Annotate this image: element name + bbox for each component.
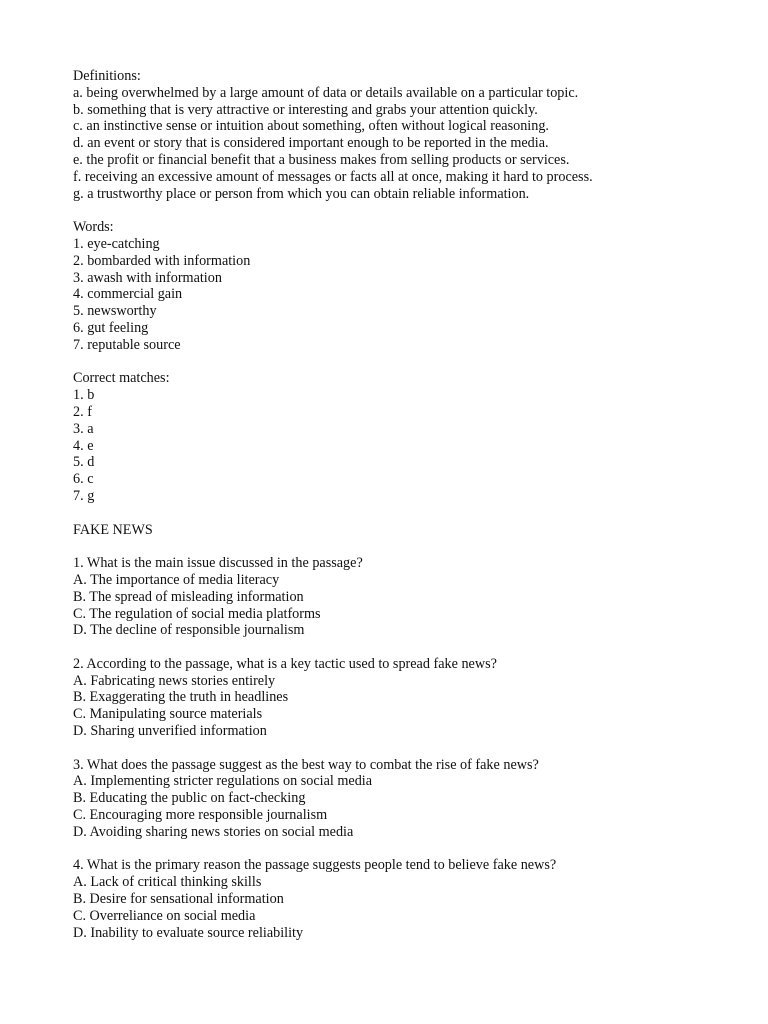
question-text: 1. What is the main issue discussed in the passage? xyxy=(73,555,363,572)
answer-option: B. Exaggerating the truth in headlines xyxy=(73,689,289,706)
spacer xyxy=(73,841,733,858)
match-item: 7. g xyxy=(73,487,95,504)
word-item: 5. newsworthy xyxy=(73,303,157,320)
words-heading: Words: xyxy=(73,219,114,236)
definition-item: e. the profit or financial benefit that a business makes from selling products or services. xyxy=(73,151,570,168)
word-item: 4. commercial gain xyxy=(73,286,183,303)
definition-item: a. being overwhelmed by a large amount of data or details available on a particular topic. xyxy=(73,84,579,101)
match-item: 2. f xyxy=(73,403,92,420)
word-item: 2. bombarded with information xyxy=(73,252,251,269)
definitions-heading: Definitions: xyxy=(73,68,141,84)
answer-option: D. Inability to evaluate source reliability xyxy=(73,924,304,941)
spacer xyxy=(73,639,733,656)
match-item: 5. d xyxy=(73,454,95,471)
match-item: 1. b xyxy=(73,387,95,404)
answer-option: B. The spread of misleading information xyxy=(73,588,304,605)
document-page xyxy=(73,68,733,941)
answer-option: C. Overreliance on social media xyxy=(73,907,256,924)
question-block xyxy=(73,555,733,639)
spacer xyxy=(73,505,733,522)
question-block xyxy=(73,857,733,941)
definition-item: f. receiving an excessive amount of messages or facts all at once, making it hard to process. xyxy=(73,168,593,185)
definitions-section xyxy=(73,68,733,202)
answer-option: B. Desire for sensational information xyxy=(73,891,284,908)
answer-option: D. The decline of responsible journalism xyxy=(73,622,305,639)
match-item: 4. e xyxy=(73,437,94,454)
spacer xyxy=(73,538,733,555)
answer-option: B. Educating the public on fact-checking xyxy=(73,790,306,807)
answer-option: A. Fabricating news stories entirely xyxy=(73,672,276,689)
match-item: 6. c xyxy=(73,471,94,488)
question-text: 3. What does the passage suggest as the best way to combat the rise of fake news? xyxy=(73,756,539,773)
question-text: 2. According to the passage, what is a key tactic used to spread fake news? xyxy=(73,655,497,672)
answer-option: D. Sharing unverified information xyxy=(73,723,267,740)
word-item: 6. gut feeling xyxy=(73,319,149,336)
match-item: 3. a xyxy=(73,420,94,437)
quiz-title: FAKE NEWS xyxy=(73,521,153,538)
definition-item: c. an instinctive sense or intuition about something, often without logical reasoning. xyxy=(73,118,549,135)
words-section xyxy=(73,219,733,353)
spacer xyxy=(73,354,733,371)
question-block xyxy=(73,656,733,740)
word-item: 1. eye-catching xyxy=(73,235,160,252)
word-item: 3. awash with information xyxy=(73,269,222,286)
question-text: 4. What is the primary reason the passage suggests people tend to believe fake news? xyxy=(73,857,557,874)
spacer xyxy=(73,202,733,219)
answer-option: C. Manipulating source materials xyxy=(73,706,263,723)
matches-heading: Correct matches: xyxy=(73,370,170,387)
answer-option: A. Implementing stricter regulations on social media xyxy=(73,773,373,790)
answer-option: A. The importance of media literacy xyxy=(73,571,280,588)
matches-section xyxy=(73,370,733,504)
question-block xyxy=(73,757,733,841)
answer-option: C. The regulation of social media platforms xyxy=(73,605,321,622)
definition-item: d. an event or story that is considered important enough to be reported in the media. xyxy=(73,135,549,152)
spacer xyxy=(73,740,733,757)
definition-item: b. something that is very attractive or interesting and grabs your attention quickly. xyxy=(73,101,538,118)
answer-option: A. Lack of critical thinking skills xyxy=(73,874,262,891)
answer-option: C. Encouraging more responsible journalism xyxy=(73,807,328,824)
word-item: 7. reputable source xyxy=(73,336,181,353)
definition-item: g. a trustworthy place or person from which you can obtain reliable information. xyxy=(73,185,530,202)
answer-option: D. Avoiding sharing news stories on social media xyxy=(73,823,354,840)
